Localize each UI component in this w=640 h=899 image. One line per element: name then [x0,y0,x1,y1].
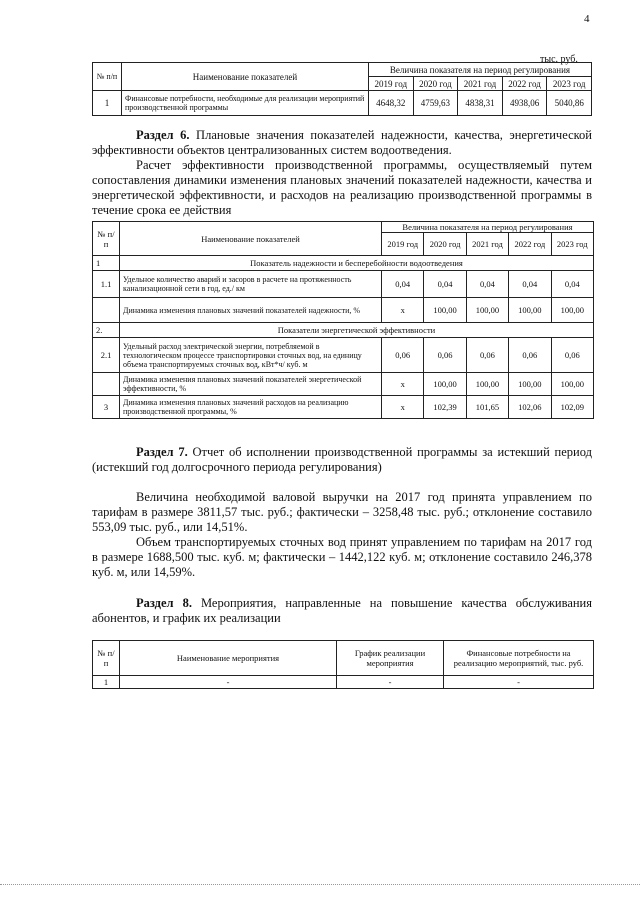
cell-value: 0,04 [382,271,424,298]
row-num [93,373,120,396]
financial-needs-table [92,62,592,116]
section8-heading [92,596,592,626]
cell-value: 0,04 [424,271,466,298]
header-name: Наименование показателей [120,222,382,256]
year-header: 2019 год [369,77,414,91]
header-num: № п/п [93,641,120,676]
year-header: 2019 год [382,233,424,256]
year-header: 2021 год [466,233,508,256]
cell-value: 100,00 [509,298,551,323]
section6-heading [92,128,592,158]
header-num: № п/ п [93,222,120,256]
cell-value: 100,00 [424,298,466,323]
row-num: 1.1 [93,271,120,298]
cell-value: 0,04 [551,271,593,298]
row-num: 1 [93,676,120,689]
section7-heading [92,445,592,475]
year-header: 2023 год [547,77,592,91]
page-number: 4 [584,13,590,25]
cell-value: 5040,86 [547,91,592,116]
row-num: 3 [93,396,120,419]
header-finance: Финансовые потребности на реализацию мероприятий, тыс. руб. [444,641,594,676]
section6-paragraph: Расчет эффективности производственной программы, осуществляемый путем сопоставления динамики изменения плановых значений показателей надежности, качества и энергетической эффективности, и расходов на реализацию производственной программы в течение срока ее действия [92,158,592,217]
cell-value: 4838,31 [458,91,503,116]
header-schedule: График реализации мероприятия [337,641,444,676]
reliability-table [92,221,594,419]
cell-value: 0,06 [424,338,466,373]
cell-value: х [382,396,424,419]
year-header: 2021 год [458,77,503,91]
year-header: 2020 год [424,233,466,256]
cell-value: 4648,32 [369,91,414,116]
row-num: 2.1 [93,338,120,373]
header-period: Величина показателя на период регулирования [382,222,594,233]
cell-value: 100,00 [509,373,551,396]
year-header: 2022 год [509,233,551,256]
cell-value: 4938,06 [502,91,547,116]
cell-value: 0,06 [382,338,424,373]
section8-label: Раздел 8. [136,596,192,610]
section6-label: Раздел 6. [136,128,190,142]
unit-label: тыс. руб. [540,54,578,65]
header-name: Наименование мероприятия [120,641,337,676]
row-name: Динамика изменения плановых значений расходов на реализацию производственной программы, % [120,396,382,419]
row-name: Финансовые потребности, необходимые для реализации мероприятий производственной программы [122,91,369,116]
cell-value: 0,04 [466,271,508,298]
cell-value: 100,00 [466,373,508,396]
section7-paragraph-1: Величина необходимой валовой выручки на 2017 год принята управлением по тарифам в размере 3811,57 тыс. руб.; фактически – 3258,48 тыс. руб.; отклонение составило 553,09 тыс. руб., или 14,51%. [92,490,592,534]
row-num [93,298,120,323]
cell-value: 102,39 [424,396,466,419]
row-num: 2. [93,323,120,338]
group-title: Показатели энергетической эффективности [120,323,594,338]
measures-table [92,640,594,689]
cell-value: 0,06 [551,338,593,373]
row-num: 1 [93,256,120,271]
cell-value: 0,04 [509,271,551,298]
year-header: 2023 год [551,233,593,256]
cell-value: 102,06 [509,396,551,419]
group-title: Показатель надежности и бесперебойности водоотведения [120,256,594,271]
cell-value: 4759,63 [413,91,458,116]
cell-value: 0,06 [509,338,551,373]
cell-value: 101,65 [466,396,508,419]
year-header: 2022 год [502,77,547,91]
header-num: № п/п [93,63,122,91]
cell-value: 100,00 [424,373,466,396]
year-header: 2020 год [413,77,458,91]
header-name: Наименование показателей [122,63,369,91]
section7-label: Раздел 7. [136,445,188,459]
cell-value: 100,00 [551,298,593,323]
section7-paragraph-2: Объем транспортируемых сточных вод принят управлением по тарифам на 2017 год в размере 1688,500 тыс. куб. м; фактически – 1442,122 куб. м; отклонение составило 246,378 куб. м, или 14,59%. [92,535,592,579]
row-name: Динамика изменения плановых значений показателей надежности, % [120,298,382,323]
row-name: Удельный расход электрической энергии, потребляемой в технологическом процессе транспортировки сточных вод, на единицу объема транспортируемых сточных вод, кВт*ч/ куб. м [120,338,382,373]
section6-title: Плановые значения показателей надежности, качества, энергетической эффективности объектов централизованных систем водоотведения. [92,128,592,157]
row-name: - [120,676,337,689]
page-footer-line [0,884,640,885]
cell-value: х [382,373,424,396]
cell-value: 102,09 [551,396,593,419]
cell-value: х [382,298,424,323]
row-finance: - [444,676,594,689]
header-period: Величина показателя на период регулирования [369,63,592,77]
row-name: Динамика изменения плановых значений показателей энергетической эффективности, % [120,373,382,396]
row-name: Удельное количество аварий и засоров в расчете на протяженность канализационной сети в год, ед./ км [120,271,382,298]
cell-value: 100,00 [466,298,508,323]
cell-value: 100,00 [551,373,593,396]
section7-title: Отчет об исполнении производственной программы за истекший период (истекший год долгосрочного периода регулирования) [92,445,592,474]
section8-title: Мероприятия, направленные на повышение качества обслуживания абонентов, и график их реализации [92,596,592,625]
cell-value: 0,06 [466,338,508,373]
row-num: 1 [93,91,122,116]
row-schedule: - [337,676,444,689]
